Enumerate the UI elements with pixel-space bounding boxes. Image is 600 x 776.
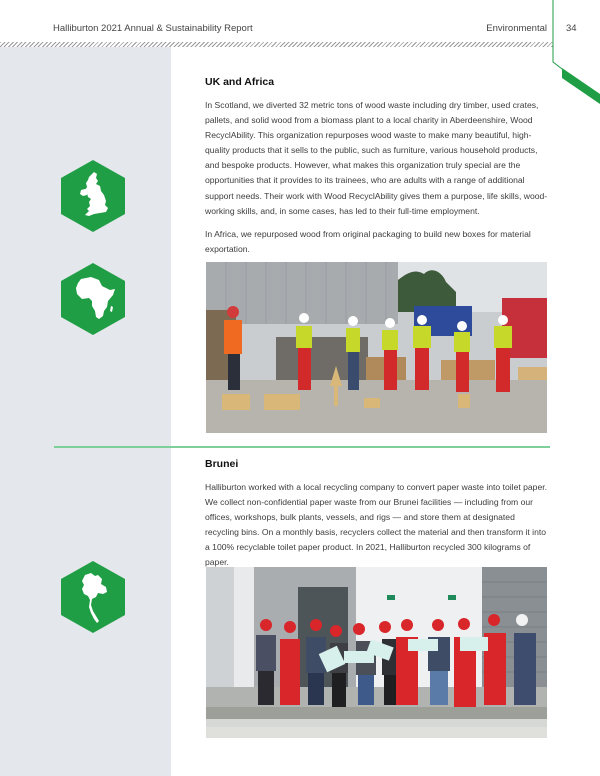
paragraph-brunei: Halliburton worked with a local recycling company to convert paper waste into toilet paper. We collect non-confidential paper waste from our Brunei facilities — including from our offices, workshops, bulk plants, vessels, and rigs — and store them at designated recycling bins. On a monthly basis, recyclers collect the material and then transform it into a 100% recyclable toilet paper product. In 2021, Halliburton recycled 300 kilograms of paper.	[205, 482, 548, 568]
paragraph-scotland: In Scotland, we diverted 32 metric tons of wood waste including dry timber, used crates, pallets, and solid wood from a biomass plant to a local charity in Aberdeenshire, Wood RecyclAbility. This organization repurposes wood waste to make many beautiful, high-quality products that it sells to the public, such as furniture, various household products, and bespoke products. However, what makes this organization truly special are the opportunities that it provides to its trainees, who are adults with a range of additional support needs. Their work with Wood RecyclAbility gives them a purpose, life skills, wood-working skills, and, in some cases, has led to their full-time employment.	[205, 100, 548, 216]
sidebar-background	[0, 47, 171, 776]
section-name: Environmental	[486, 23, 547, 34]
page-number: 34	[566, 23, 577, 34]
photo-paper-recycling-team	[206, 567, 547, 738]
brunei-map-icon	[61, 561, 125, 633]
photo-wood-recycling-team	[206, 262, 547, 433]
section-heading-uk-africa: UK and Africa	[205, 76, 275, 88]
corner-decoration	[540, 0, 600, 110]
uk-map-icon	[61, 160, 125, 232]
africa-map-icon	[61, 263, 125, 335]
section-divider	[54, 446, 550, 448]
section-heading-brunei: Brunei	[205, 458, 239, 470]
header-hatched-rule	[0, 42, 553, 47]
report-title: Halliburton 2021 Annual & Sustainability Report	[53, 23, 253, 34]
paragraph-africa: In Africa, we repurposed wood from original packaging to build new boxes for material exportation.	[205, 229, 531, 255]
